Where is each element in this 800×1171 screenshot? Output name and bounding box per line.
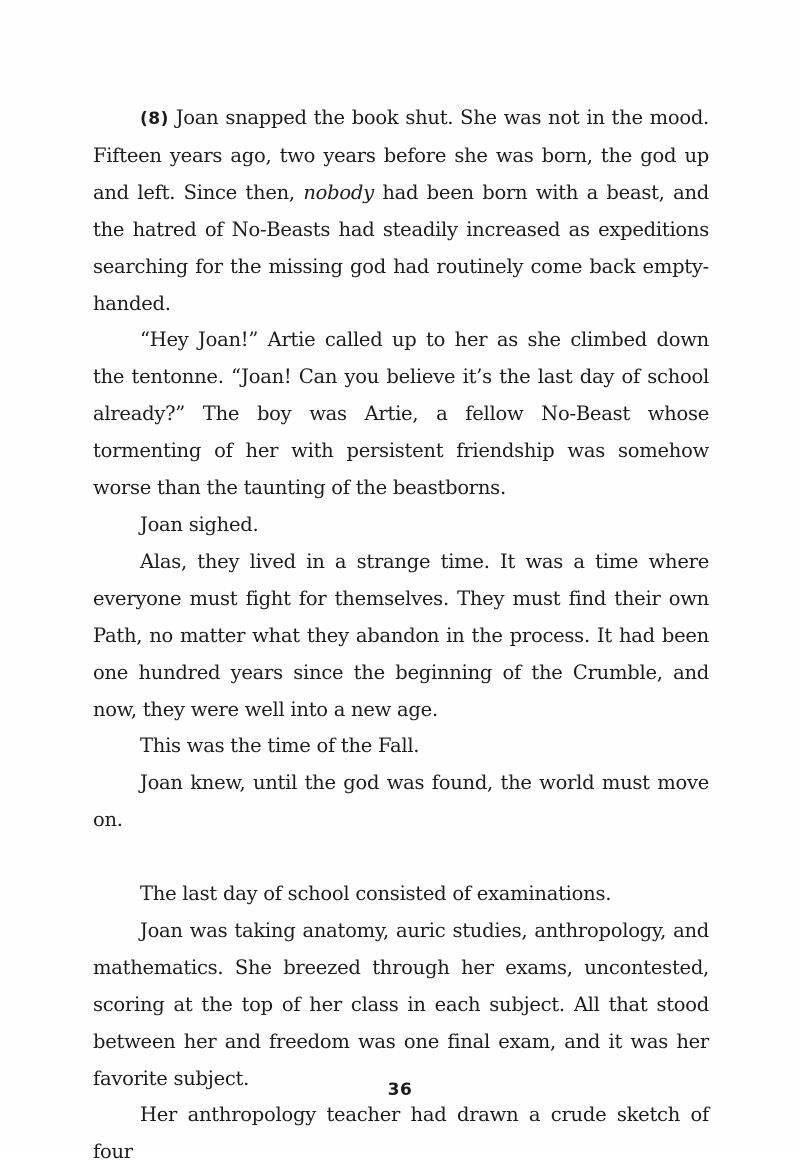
chapter-marker: (8)	[140, 109, 169, 129]
emphasized-word: nobody	[303, 180, 374, 204]
paragraph-1-text-after: had been born with a beast, and the hatred of No-Beasts had steadily increased as expeditions searching for the missing god had routinely come back empty-handed.	[93, 180, 709, 315]
page-number: 36	[387, 1080, 413, 1100]
paragraph-8: Joan was taking anatomy, auric studies, anthropology, and mathematics. She breezed through her exams, uncontested, scoring at the top of her class in each subject. All that stood between her and freedom was one final exam, and it was her favorite subject.	[93, 918, 709, 1090]
paragraph-1	[93, 100, 709, 322]
paragraph-6: Joan knew, until the god was found, the world must move on.	[93, 771, 709, 832]
paragraph-9: Her anthropology teacher had drawn a crude sketch of four	[93, 1103, 709, 1164]
paragraph-1-text-before: Joan snapped the book shut. She was not in the mood. Fifteen years ago, two years before she was born, the god up and left. Since then,	[93, 106, 709, 204]
paragraph-5: This was the time of the Fall.	[140, 734, 420, 758]
paragraph-2: “Hey Joan!” Artie called up to her as she climbed down the tentonne. “Joan! Can you believe it’s the last day of school already?” The boy was Artie, a fellow No-Beast whose tormenting of her with persistent friendship was somehow worse than the taunting of the beastborns.	[93, 328, 709, 500]
paragraph-7: The last day of school consisted of examinations.	[140, 882, 612, 906]
body-text	[93, 100, 709, 1171]
paragraph-3: Joan sighed.	[140, 512, 259, 536]
paragraph-4: Alas, they lived in a strange time. It was a time where everyone must fight for themselves. They must find their own Path, no matter what they abandon in the process. It had been one hundred years since the beginning of the Crumble, and now, they were well into a new age.	[93, 549, 709, 721]
